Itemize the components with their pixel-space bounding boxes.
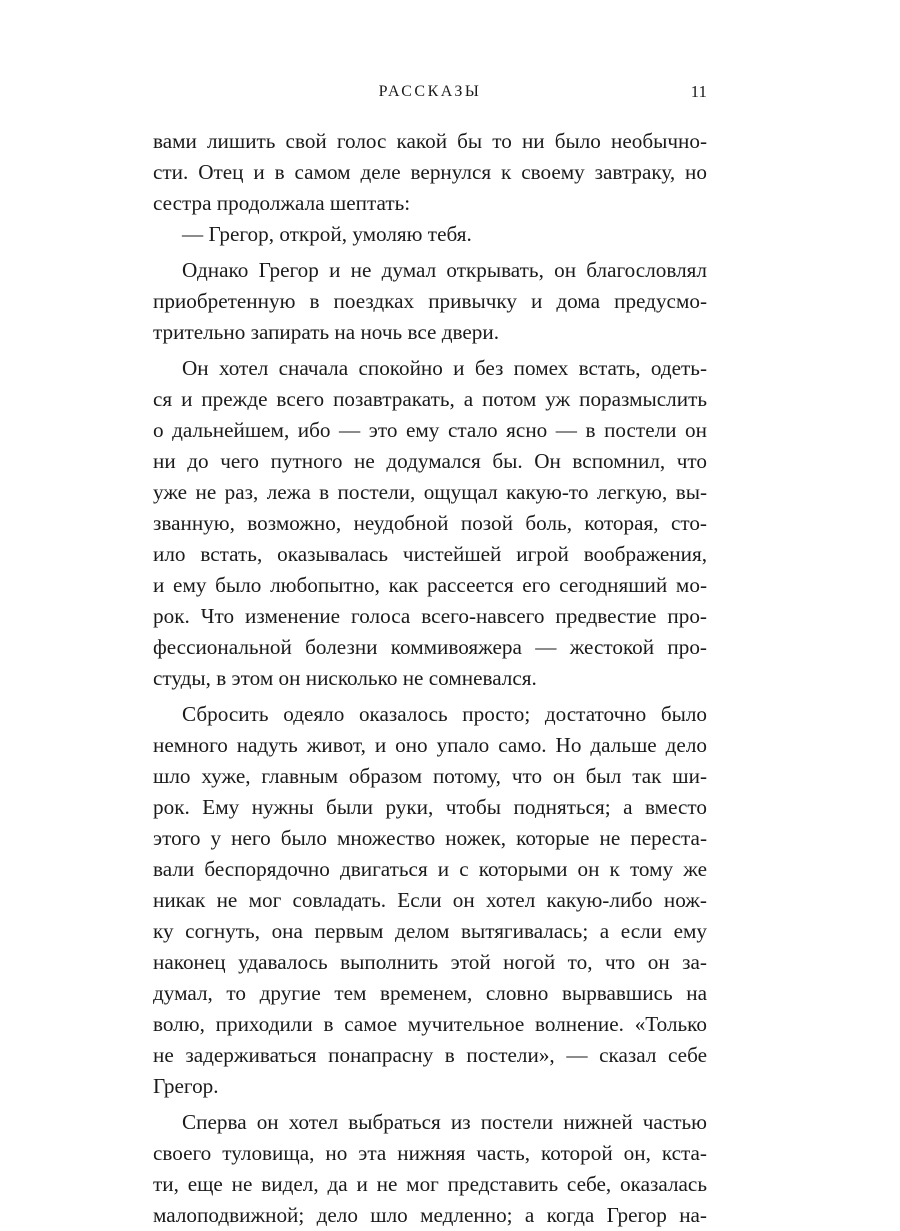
text-line: ку согнуть, она первым делом вытягивалась; а если ему	[153, 919, 707, 943]
running-head	[153, 80, 707, 104]
text-line: этого у него было множество ножек, которые не переста-	[153, 826, 707, 850]
paragraph	[153, 219, 707, 250]
text-line: приобретенную в поездках привычку и дома предусмо-	[153, 289, 707, 313]
text-line: о дальнейшем, ибо — это ему стало ясно — в постели он	[153, 418, 707, 442]
text-line: Грегор.	[153, 1074, 219, 1098]
text-line: не задерживаться понапрасну в постели», — сказал себе	[153, 1043, 707, 1067]
text-line: сти. Отец и в самом деле вернулся к своему завтраку, но	[153, 160, 707, 184]
text-line: званную, возможно, неудобной позой боль, которая, сто-	[153, 511, 707, 535]
text-line: думал, то другие тем временем, словно вырвавшись на	[153, 981, 707, 1005]
text-line: трительно запирать на ночь все двери.	[153, 320, 499, 344]
text-line: вали беспорядочно двигаться и с которыми он к тому же	[153, 857, 707, 881]
text-line: шло хуже, главным образом потому, что он был так ши-	[153, 764, 707, 788]
text-line: Сбросить одеяло оказалось просто; достаточно было	[182, 702, 707, 726]
text-line: наконец удавалось выполнить этой ногой то, что он за-	[153, 950, 707, 974]
text-line: вами лишить свой голос какой бы то ни было необычно-	[153, 129, 707, 153]
text-line: ило встать, оказывалась чистейшей игрой воображения,	[153, 542, 707, 566]
text-line: малоподвижной; дело шло медленно; а когда Грегор на-	[153, 1203, 707, 1227]
body-text	[153, 126, 707, 1231]
text-line: рок. Что изменение голоса всего-навсего предвестие про-	[153, 604, 707, 628]
paragraph	[153, 255, 707, 348]
paragraph	[153, 353, 707, 694]
text-line: уже не раз, лежа в постели, ощущал какую-то легкую, вы-	[153, 480, 707, 504]
section-title: РАССКАЗЫ	[378, 83, 482, 100]
text-line: ти, еще не видел, да и не мог представить себе, оказалась	[153, 1172, 707, 1196]
paragraph	[153, 699, 707, 1102]
text-line: Он хотел сначала спокойно и без помех встать, одеть-	[182, 356, 707, 380]
paragraph	[153, 1107, 707, 1231]
text-line: рок. Ему нужны были руки, чтобы подняться; а вместо	[153, 795, 707, 819]
text-line: — Грегор, открой, умоляю тебя.	[182, 222, 472, 246]
page-number: 11	[690, 82, 707, 101]
text-line: ся и прежде всего позавтракать, а потом уж поразмыслить	[153, 387, 707, 411]
text-line: ни до чего путного не додумался бы. Он вспомнил, что	[153, 449, 707, 473]
text-line: никак не мог совладать. Если он хотел какую-либо нож-	[153, 888, 707, 912]
text-line: волю, приходили в самое мучительное волнение. «Только	[153, 1012, 707, 1036]
paragraph	[153, 126, 707, 219]
text-line: и ему было любопытно, как рассеется его сегодняший мо-	[153, 573, 707, 597]
text-line: Сперва он хотел выбраться из постели нижней частью	[182, 1110, 707, 1134]
text-line: Однако Грегор и не думал открывать, он благословлял	[182, 258, 707, 282]
text-line: фессиональной болезни коммивояжера — жестокой про-	[153, 635, 707, 659]
text-line: студы, в этом он нисколько не сомневался.	[153, 666, 537, 690]
text-line: своего туловища, но эта нижняя часть, которой он, кста-	[153, 1141, 707, 1165]
text-line: немного надуть живот, и оно упало само. Но дальше дело	[153, 733, 707, 757]
text-line: сестра продолжала шептать:	[153, 191, 411, 215]
